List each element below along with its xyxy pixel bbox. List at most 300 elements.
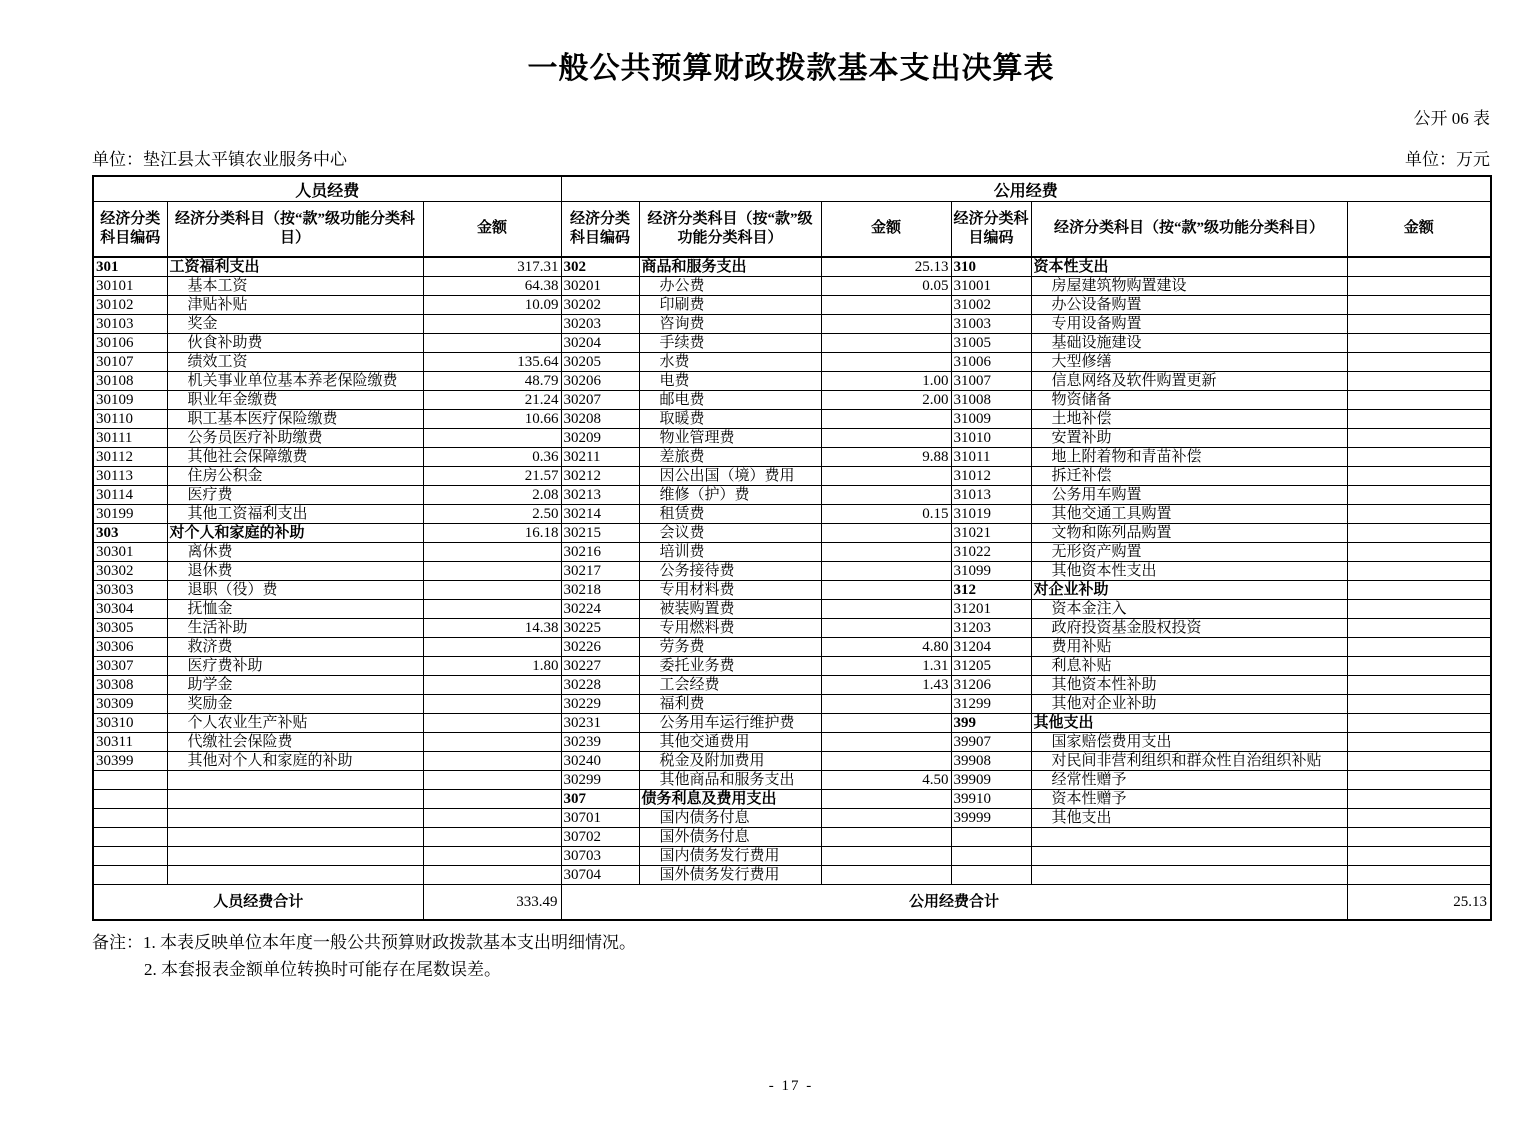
subject-cell: 无形资产购置 <box>1031 543 1347 562</box>
subject-cell: 公务接待费 <box>639 562 821 581</box>
subject-cell: 退休费 <box>167 562 423 581</box>
subject-cell <box>167 847 423 866</box>
table-row <box>93 771 1491 790</box>
amount-cell <box>821 296 951 315</box>
subject-cell: 专用设备购置 <box>1031 315 1347 334</box>
amount-cell <box>821 828 951 847</box>
code-cell: 30209 <box>561 429 639 448</box>
code-cell: 39999 <box>951 809 1031 828</box>
amount-cell <box>1347 581 1491 600</box>
code-cell: 303 <box>93 524 167 543</box>
code-cell: 30227 <box>561 657 639 676</box>
totals-row <box>93 885 1491 921</box>
column-header-amount-2: 金额 <box>821 202 951 258</box>
table-row <box>93 828 1491 847</box>
code-cell: 30303 <box>93 581 167 600</box>
subject-cell: 大型修缮 <box>1031 353 1347 372</box>
subject-cell: 其他资本性补助 <box>1031 676 1347 695</box>
subject-cell: 文物和陈列品购置 <box>1031 524 1347 543</box>
subject-cell: 抚恤金 <box>167 600 423 619</box>
subject-cell: 咨询费 <box>639 315 821 334</box>
amount-cell: 135.64 <box>423 353 561 372</box>
code-cell: 31021 <box>951 524 1031 543</box>
table-row <box>93 790 1491 809</box>
subject-cell: 住房公积金 <box>167 467 423 486</box>
code-cell <box>951 828 1031 847</box>
amount-cell <box>821 847 951 866</box>
amount-cell <box>821 334 951 353</box>
amount-cell <box>821 581 951 600</box>
amount-cell <box>821 733 951 752</box>
code-cell: 30702 <box>561 828 639 847</box>
code-cell: 30214 <box>561 505 639 524</box>
subject-cell: 政府投资基金股权投资 <box>1031 619 1347 638</box>
table-row <box>93 315 1491 334</box>
subject-cell: 退职（役）费 <box>167 581 423 600</box>
column-header-code-2: 经济分类科目编码 <box>561 202 639 258</box>
subject-cell: 税金及附加费用 <box>639 752 821 771</box>
code-cell: 30107 <box>93 353 167 372</box>
subject-cell: 其他对个人和家庭的补助 <box>167 752 423 771</box>
subject-cell: 对企业补助 <box>1031 581 1347 600</box>
code-cell: 30228 <box>561 676 639 695</box>
subject-cell: 国外债务发行费用 <box>639 866 821 885</box>
amount-cell <box>1347 714 1491 733</box>
amount-cell <box>423 638 561 657</box>
code-cell: 31205 <box>951 657 1031 676</box>
table-row <box>93 809 1491 828</box>
subject-cell: 邮电费 <box>639 391 821 410</box>
table-row <box>93 847 1491 866</box>
subject-cell: 房屋建筑物购置建设 <box>1031 277 1347 296</box>
subject-cell: 职工基本医疗保险缴费 <box>167 410 423 429</box>
subject-cell: 经常性赠予 <box>1031 771 1347 790</box>
subject-cell: 信息网络及软件购置更新 <box>1031 372 1347 391</box>
subject-cell: 差旅费 <box>639 448 821 467</box>
table-row <box>93 277 1491 296</box>
page-number: - 17 - <box>768 1078 814 1094</box>
subject-cell: 安置补助 <box>1031 429 1347 448</box>
code-cell: 31010 <box>951 429 1031 448</box>
code-cell: 30240 <box>561 752 639 771</box>
amount-cell <box>1347 524 1491 543</box>
code-cell: 31012 <box>951 467 1031 486</box>
subject-cell: 培训费 <box>639 543 821 562</box>
amount-cell <box>1347 638 1491 657</box>
subject-cell: 资本性支出 <box>1031 257 1347 277</box>
table-row <box>93 638 1491 657</box>
column-header-row <box>93 202 1491 258</box>
code-cell: 30218 <box>561 581 639 600</box>
code-cell: 30113 <box>93 467 167 486</box>
code-cell: 30208 <box>561 410 639 429</box>
amount-cell: 1.43 <box>821 676 951 695</box>
subject-cell: 其他商品和服务支出 <box>639 771 821 790</box>
code-cell: 30203 <box>561 315 639 334</box>
table-row <box>93 695 1491 714</box>
code-cell: 30101 <box>93 277 167 296</box>
amount-cell <box>1347 277 1491 296</box>
amount-cell <box>1347 771 1491 790</box>
subject-cell: 利息补贴 <box>1031 657 1347 676</box>
table-row <box>93 353 1491 372</box>
subject-cell: 国家赔偿费用支出 <box>1031 733 1347 752</box>
code-cell: 310 <box>951 257 1031 277</box>
subject-cell: 伙食补助费 <box>167 334 423 353</box>
code-cell: 30224 <box>561 600 639 619</box>
subject-cell: 维修（护）费 <box>639 486 821 505</box>
subject-cell: 对民间非营利组织和群众性自治组织补贴 <box>1031 752 1347 771</box>
code-cell: 31204 <box>951 638 1031 657</box>
table-row <box>93 391 1491 410</box>
amount-cell: 2.00 <box>821 391 951 410</box>
report-sheet <box>92 50 1490 983</box>
subject-cell: 其他对企业补助 <box>1031 695 1347 714</box>
amount-cell: 0.36 <box>423 448 561 467</box>
code-cell: 30308 <box>93 676 167 695</box>
subject-cell: 离休费 <box>167 543 423 562</box>
amount-cell <box>821 809 951 828</box>
amount-cell <box>1347 828 1491 847</box>
amount-cell <box>821 790 951 809</box>
code-cell: 31011 <box>951 448 1031 467</box>
subject-cell: 取暖费 <box>639 410 821 429</box>
code-cell: 30206 <box>561 372 639 391</box>
subject-cell <box>1031 847 1347 866</box>
amount-cell <box>821 524 951 543</box>
amount-cell <box>1347 562 1491 581</box>
amount-cell <box>821 562 951 581</box>
subject-cell <box>1031 866 1347 885</box>
amount-cell: 10.66 <box>423 410 561 429</box>
subject-cell: 公务用车购置 <box>1031 486 1347 505</box>
subject-cell: 专用燃料费 <box>639 619 821 638</box>
amount-cell: 10.09 <box>423 296 561 315</box>
public-total-amount: 25.13 <box>1347 885 1491 921</box>
subject-cell: 国内债务发行费用 <box>639 847 821 866</box>
amount-cell: 64.38 <box>423 277 561 296</box>
subject-cell: 其他资本性支出 <box>1031 562 1347 581</box>
table-row <box>93 257 1491 277</box>
code-cell: 30111 <box>93 429 167 448</box>
public-total-label: 公用经费合计 <box>561 885 1347 921</box>
code-cell: 30102 <box>93 296 167 315</box>
amount-cell <box>821 486 951 505</box>
amount-cell <box>423 676 561 695</box>
amount-cell: 1.80 <box>423 657 561 676</box>
amount-cell <box>1347 657 1491 676</box>
amount-cell <box>1347 334 1491 353</box>
subject-cell: 物资储备 <box>1031 391 1347 410</box>
code-cell <box>951 866 1031 885</box>
subject-cell: 印刷费 <box>639 296 821 315</box>
code-cell <box>951 847 1031 866</box>
subject-cell: 电费 <box>639 372 821 391</box>
code-cell: 31013 <box>951 486 1031 505</box>
subject-cell: 委托业务费 <box>639 657 821 676</box>
code-cell: 30311 <box>93 733 167 752</box>
subject-cell: 奖励金 <box>167 695 423 714</box>
form-number: 公开 06 表 <box>1413 109 1490 128</box>
budget-table <box>92 175 1492 921</box>
subject-cell: 个人农业生产补贴 <box>167 714 423 733</box>
amount-cell: 1.00 <box>821 372 951 391</box>
amount-cell <box>423 334 561 353</box>
amount-cell <box>1347 790 1491 809</box>
group-header-personnel: 人员经费 <box>93 176 561 202</box>
code-cell: 30199 <box>93 505 167 524</box>
code-cell: 31022 <box>951 543 1031 562</box>
amount-cell: 48.79 <box>423 372 561 391</box>
amount-cell <box>423 562 561 581</box>
amount-cell: 0.05 <box>821 277 951 296</box>
subject-cell: 公务用车运行维护费 <box>639 714 821 733</box>
code-cell: 30217 <box>561 562 639 581</box>
unit-row <box>92 148 1490 171</box>
table-row <box>93 619 1491 638</box>
table-row <box>93 562 1491 581</box>
code-cell: 30106 <box>93 334 167 353</box>
subject-cell: 机关事业单位基本养老保险缴费 <box>167 372 423 391</box>
subject-cell <box>167 771 423 790</box>
code-cell: 31007 <box>951 372 1031 391</box>
subject-cell: 其他支出 <box>1031 714 1347 733</box>
code-cell: 30204 <box>561 334 639 353</box>
amount-cell <box>821 353 951 372</box>
amount-cell <box>821 866 951 885</box>
subject-cell: 基本工资 <box>167 277 423 296</box>
table-row <box>93 372 1491 391</box>
amount-cell <box>1347 257 1491 277</box>
amount-cell <box>821 619 951 638</box>
code-cell: 31009 <box>951 410 1031 429</box>
code-cell: 30109 <box>93 391 167 410</box>
subject-cell: 绩效工资 <box>167 353 423 372</box>
subject-cell: 工会经费 <box>639 676 821 695</box>
table-row <box>93 505 1491 524</box>
subject-cell: 工资福利支出 <box>167 257 423 277</box>
table-row <box>93 752 1491 771</box>
amount-cell <box>1347 619 1491 638</box>
code-cell: 30213 <box>561 486 639 505</box>
column-header-code-3: 经济分类科目编码 <box>951 202 1031 258</box>
code-cell: 30207 <box>561 391 639 410</box>
code-cell: 312 <box>951 581 1031 600</box>
subject-cell: 国外债务付息 <box>639 828 821 847</box>
amount-cell <box>423 600 561 619</box>
code-cell: 30226 <box>561 638 639 657</box>
amount-cell <box>1347 752 1491 771</box>
code-cell: 30229 <box>561 695 639 714</box>
subject-cell: 租赁费 <box>639 505 821 524</box>
code-cell <box>93 866 167 885</box>
subject-cell: 手续费 <box>639 334 821 353</box>
subject-cell: 其他交通费用 <box>639 733 821 752</box>
code-cell: 30306 <box>93 638 167 657</box>
amount-cell <box>821 543 951 562</box>
amount-cell <box>423 771 561 790</box>
amount-cell <box>1347 847 1491 866</box>
subject-cell: 被装购置费 <box>639 600 821 619</box>
amount-cell <box>1347 372 1491 391</box>
subject-cell: 拆迁补偿 <box>1031 467 1347 486</box>
code-cell: 30302 <box>93 562 167 581</box>
code-cell: 301 <box>93 257 167 277</box>
amount-cell <box>1347 448 1491 467</box>
code-cell: 30225 <box>561 619 639 638</box>
amount-cell <box>423 752 561 771</box>
amount-cell <box>821 315 951 334</box>
amount-cell: 9.88 <box>821 448 951 467</box>
code-cell <box>93 809 167 828</box>
column-header-subject-1: 经济分类科目（按“款”级功能分类科目） <box>167 202 423 258</box>
subject-cell: 物业管理费 <box>639 429 821 448</box>
group-header-row <box>93 176 1491 202</box>
code-cell: 30108 <box>93 372 167 391</box>
amount-cell: 16.18 <box>423 524 561 543</box>
amount-cell <box>1347 315 1491 334</box>
subject-cell: 国内债务付息 <box>639 809 821 828</box>
code-cell: 31006 <box>951 353 1031 372</box>
table-row <box>93 524 1491 543</box>
amount-cell <box>1347 866 1491 885</box>
code-cell: 307 <box>561 790 639 809</box>
amount-cell: 2.50 <box>423 505 561 524</box>
subject-cell: 费用补贴 <box>1031 638 1347 657</box>
column-header-code-1: 经济分类科目编码 <box>93 202 167 258</box>
code-cell: 31299 <box>951 695 1031 714</box>
code-cell: 30103 <box>93 315 167 334</box>
amount-cell <box>423 714 561 733</box>
code-cell: 39907 <box>951 733 1031 752</box>
subject-cell: 救济费 <box>167 638 423 657</box>
subject-cell: 商品和服务支出 <box>639 257 821 277</box>
amount-cell <box>1347 676 1491 695</box>
code-cell: 30399 <box>93 752 167 771</box>
code-cell: 30309 <box>93 695 167 714</box>
amount-cell <box>423 429 561 448</box>
code-cell: 39909 <box>951 771 1031 790</box>
subject-cell: 代缴社会保险费 <box>167 733 423 752</box>
code-cell: 302 <box>561 257 639 277</box>
code-cell <box>93 771 167 790</box>
subject-cell: 资本性赠予 <box>1031 790 1347 809</box>
subject-cell: 水费 <box>639 353 821 372</box>
footnote-line: 备注：1. 本表反映单位本年度一般公共预算财政拨款基本支出明细情况。 <box>92 933 636 952</box>
subject-cell: 土地补偿 <box>1031 410 1347 429</box>
table-body <box>93 257 1491 885</box>
code-cell: 31001 <box>951 277 1031 296</box>
code-cell <box>93 828 167 847</box>
amount-cell <box>1347 429 1491 448</box>
amount-cell <box>423 543 561 562</box>
amount-cell <box>1347 410 1491 429</box>
table-row <box>93 467 1491 486</box>
table-row <box>93 543 1491 562</box>
code-cell: 31203 <box>951 619 1031 638</box>
code-cell: 30305 <box>93 619 167 638</box>
code-cell: 30110 <box>93 410 167 429</box>
code-cell: 31003 <box>951 315 1031 334</box>
subject-cell: 专用材料费 <box>639 581 821 600</box>
amount-cell: 14.38 <box>423 619 561 638</box>
table-row <box>93 448 1491 467</box>
code-cell: 39908 <box>951 752 1031 771</box>
subject-cell <box>167 866 423 885</box>
footnote-line: 2. 本套报表金额单位转换时可能存在尾数误差。 <box>144 960 501 980</box>
amount-cell <box>1347 733 1491 752</box>
amount-cell <box>821 695 951 714</box>
amount-cell <box>1347 353 1491 372</box>
amount-cell <box>821 410 951 429</box>
code-cell: 30310 <box>93 714 167 733</box>
subject-cell: 其他社会保障缴费 <box>167 448 423 467</box>
amount-cell <box>423 828 561 847</box>
amount-cell: 4.50 <box>821 771 951 790</box>
table-row <box>93 657 1491 676</box>
amount-cell: 25.13 <box>821 257 951 277</box>
amount-cell <box>1347 296 1491 315</box>
table-row <box>93 486 1491 505</box>
subject-cell: 医疗费补助 <box>167 657 423 676</box>
code-cell: 30231 <box>561 714 639 733</box>
code-cell: 30239 <box>561 733 639 752</box>
amount-cell: 21.24 <box>423 391 561 410</box>
amount-cell <box>1347 809 1491 828</box>
code-cell: 30703 <box>561 847 639 866</box>
amount-cell <box>1347 543 1491 562</box>
code-cell: 30704 <box>561 866 639 885</box>
footnotes <box>92 929 1490 983</box>
table-row <box>93 733 1491 752</box>
table-row <box>93 296 1491 315</box>
subject-cell: 因公出国（境）费用 <box>639 467 821 486</box>
amount-cell <box>821 752 951 771</box>
subject-cell: 职业年金缴费 <box>167 391 423 410</box>
personnel-total-amount: 333.49 <box>423 885 561 921</box>
code-cell: 31201 <box>951 600 1031 619</box>
code-cell: 39910 <box>951 790 1031 809</box>
personnel-total-label: 人员经费合计 <box>93 885 423 921</box>
code-cell: 30202 <box>561 296 639 315</box>
amount-cell: 2.08 <box>423 486 561 505</box>
subject-cell: 其他工资福利支出 <box>167 505 423 524</box>
amount-cell <box>1347 505 1491 524</box>
amount-cell <box>1347 486 1491 505</box>
table-row <box>93 410 1491 429</box>
table-row <box>93 600 1491 619</box>
subject-cell: 福利费 <box>639 695 821 714</box>
code-cell: 30215 <box>561 524 639 543</box>
subject-cell: 办公设备购置 <box>1031 296 1347 315</box>
code-cell: 30304 <box>93 600 167 619</box>
amount-cell <box>423 581 561 600</box>
subject-cell <box>167 809 423 828</box>
amount-cell <box>1347 695 1491 714</box>
amount-cell <box>821 600 951 619</box>
page-title: 一般公共预算财政拨款基本支出决算表 <box>527 52 1055 85</box>
subject-cell: 生活补助 <box>167 619 423 638</box>
amount-cell <box>423 790 561 809</box>
subject-cell: 债务利息及费用支出 <box>639 790 821 809</box>
subject-cell: 其他交通工具购置 <box>1031 505 1347 524</box>
amount-cell: 0.15 <box>821 505 951 524</box>
subject-cell: 对个人和家庭的补助 <box>167 524 423 543</box>
amount-cell: 21.57 <box>423 467 561 486</box>
table-row <box>93 429 1491 448</box>
amount-cell: 1.31 <box>821 657 951 676</box>
code-cell: 30301 <box>93 543 167 562</box>
